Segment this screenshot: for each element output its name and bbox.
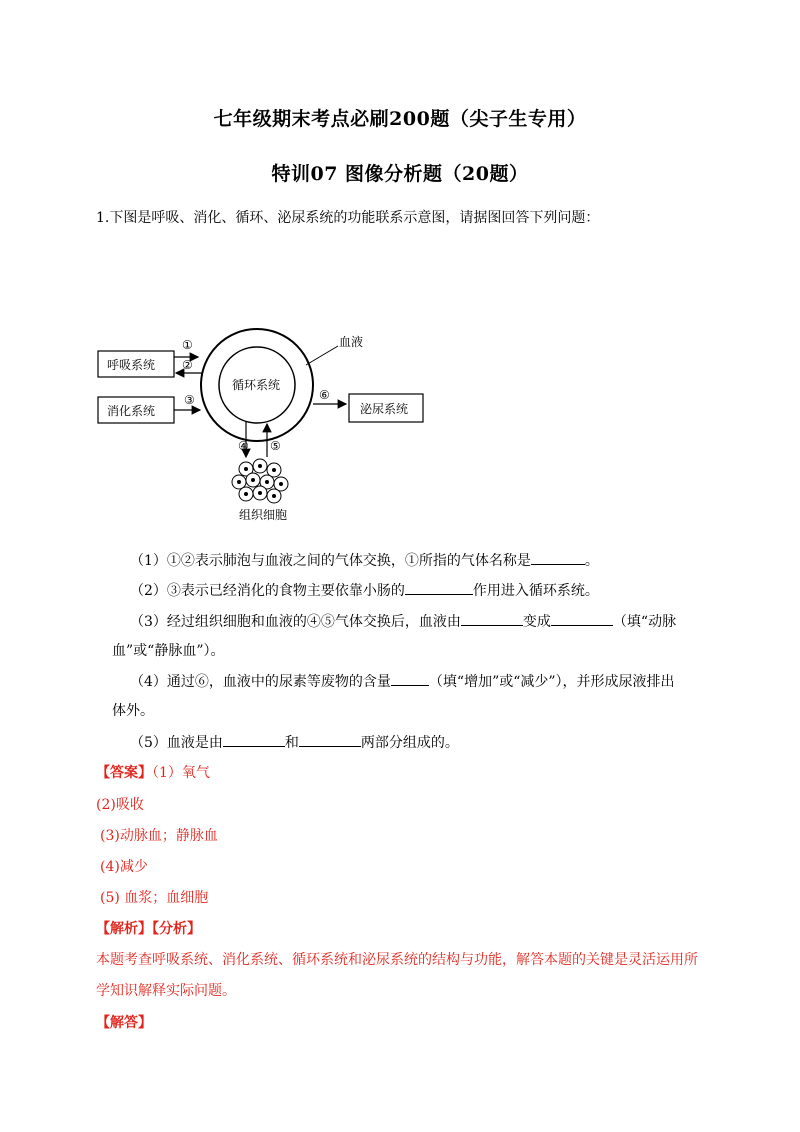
- label-digestive-system: 消化系统: [107, 404, 156, 418]
- analysis-text-1: 本题考查呼吸系统、消化系统、循环系统和泌尿系统的结构与功能，解答本题的关键是灵活运用所: [96, 952, 698, 968]
- answer-line-4: (4)减少: [100, 859, 148, 875]
- sub-question-5: （5）血液是由 和 两部分组成的。: [130, 732, 459, 752]
- marker-4: ④: [238, 439, 249, 453]
- marker-1: ①: [182, 338, 193, 352]
- marker-6: ⑥: [319, 388, 330, 402]
- solution-label: 【解答】: [96, 1015, 152, 1031]
- sub-question-3-cont: 血”或“静脉血”）。: [112, 643, 225, 659]
- answer-line-2: (2)吸收: [96, 797, 144, 813]
- answer-line-5: (5) 血浆；血细胞: [100, 890, 209, 906]
- sub-question-1: （1）①②表示肺泡与血液之间的气体交换，①所指的气体名称是 。: [130, 550, 599, 570]
- question-intro: 1.下图是呼吸、消化、循环、泌尿系统的功能联系示意图，请据图回答下列问题：: [96, 210, 600, 226]
- answer-line-3: (3)动脉血；静脉血: [100, 828, 218, 844]
- label-blood: 血液: [339, 335, 364, 349]
- sub-question-4-cont: 体外。: [112, 703, 154, 719]
- sub-question-4: （4）通过⑥，血液中的尿素等废物的含量 （填“增加”或“减少”），并形成尿液排出: [130, 671, 675, 691]
- analysis-label: 【解析】【分析】: [96, 921, 201, 937]
- label-tissue-cells: 组织细胞: [239, 508, 288, 522]
- marker-3: ③: [184, 393, 195, 407]
- page-subtitle: 特训07 图像分析题（20题）: [271, 163, 529, 185]
- answer-line-1: 【答案】（1）氧气: [96, 765, 210, 781]
- marker-2: ②: [182, 358, 193, 372]
- sub-question-2: （2）③表示已经消化的食物主要依靠小肠的 作用进入循环系统。: [130, 580, 599, 600]
- label-circulatory-system: 循环系统: [232, 378, 281, 392]
- label-urinary-system: 泌尿系统: [360, 402, 409, 416]
- marker-5: ⑤: [270, 439, 281, 453]
- system-diagram: [94, 322, 434, 531]
- page-title: 七年级期末考点必刷200题（尖子生专用）: [213, 108, 587, 130]
- label-respiratory-system: 呼吸系统: [107, 358, 156, 372]
- answer-label: 【答案】: [96, 765, 152, 781]
- analysis-text-2: 学知识解释实际问题。: [96, 983, 236, 999]
- sub-question-3: （3）经过组织细胞和血液的④⑤气体交换后，血液由 变成 （填“动脉: [130, 611, 676, 631]
